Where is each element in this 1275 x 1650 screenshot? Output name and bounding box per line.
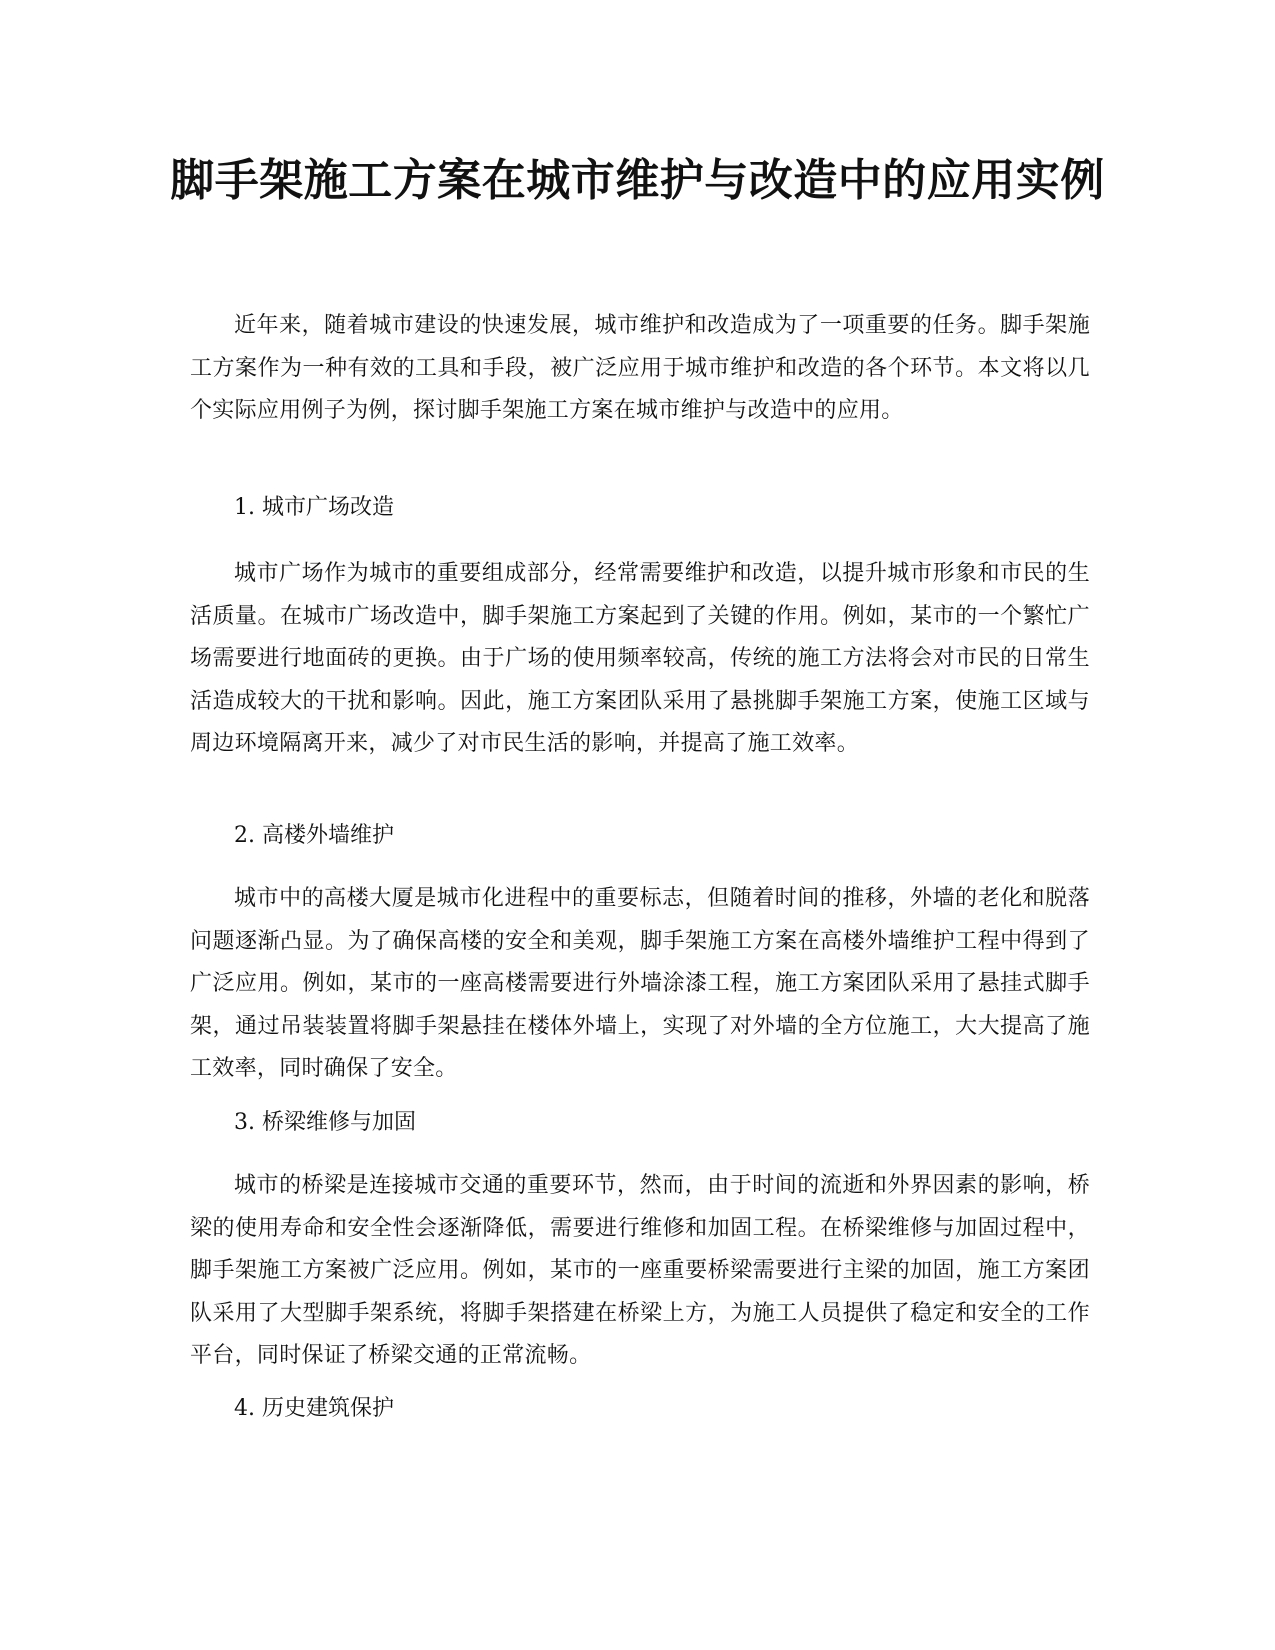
intro-paragraph: 近年来，随着城市建设的快速发展，城市维护和改造成为了一项重要的任务。脚手架施工方案作为一种有效的工具和手段，被广泛应用于城市维护和改造的各个环节。本文将以几个实际应用例子为例，探讨脚手架施工方案在城市维护与改造中的应用。 bbox=[190, 313, 1090, 424]
section-heading-2: 2. 高楼外墙维护 bbox=[234, 823, 394, 848]
section-paragraph-2: 城市中的高楼大厦是城市化进程中的重要标志，但随着时间的推移，外墙的老化和脱落问题逐渐凸显。为了确保高楼的安全和美观，脚手架施工方案在高楼外墙维护工程中得到了广泛应用。例如，某市的一座高楼需要进行外墙涂漆工程，施工方案团队采用了悬挂式脚手架，通过吊装装置将脚手架悬挂在楼体外墙上，实现了对外墙的全方位施工，大大提高了施工效率，同时确保了安全。 bbox=[190, 886, 1090, 1082]
document-title: 脚手架施工方案在城市维护与改造中的应用实例 bbox=[170, 155, 1105, 206]
section-heading-4: 4. 历史建筑保护 bbox=[234, 1396, 394, 1421]
section-heading-1: 1. 城市广场改造 bbox=[234, 495, 394, 520]
section-heading-3: 3. 桥梁维修与加固 bbox=[234, 1110, 416, 1135]
section-paragraph-1: 城市广场作为城市的重要组成部分，经常需要维护和改造，以提升城市形象和市民的生活质量。在城市广场改造中，脚手架施工方案起到了关键的作用。例如，某市的一个繁忙广场需要进行地面砖的更换。由于广场的使用频率较高，传统的施工方法将会对市民的日常生活造成较大的干扰和影响。因此，施工方案团队采用了悬挑脚手架施工方案，使施工区域与周边环境隔离开来，减少了对市民生活的影响，并提高了施工效率。 bbox=[190, 561, 1090, 757]
section-paragraph-3: 城市的桥梁是连接城市交通的重要环节，然而，由于时间的流逝和外界因素的影响，桥梁的使用寿命和安全性会逐渐降低，需要进行维修和加固工程。在桥梁维修与加固过程中，脚手架施工方案被广泛应用。例如，某市的一座重要桥梁需要进行主梁的加固，施工方案团队采用了大型脚手架系统，将脚手架搭建在桥梁上方，为施工人员提供了稳定和安全的工作平台，同时保证了桥梁交通的正常流畅。 bbox=[190, 1173, 1090, 1369]
